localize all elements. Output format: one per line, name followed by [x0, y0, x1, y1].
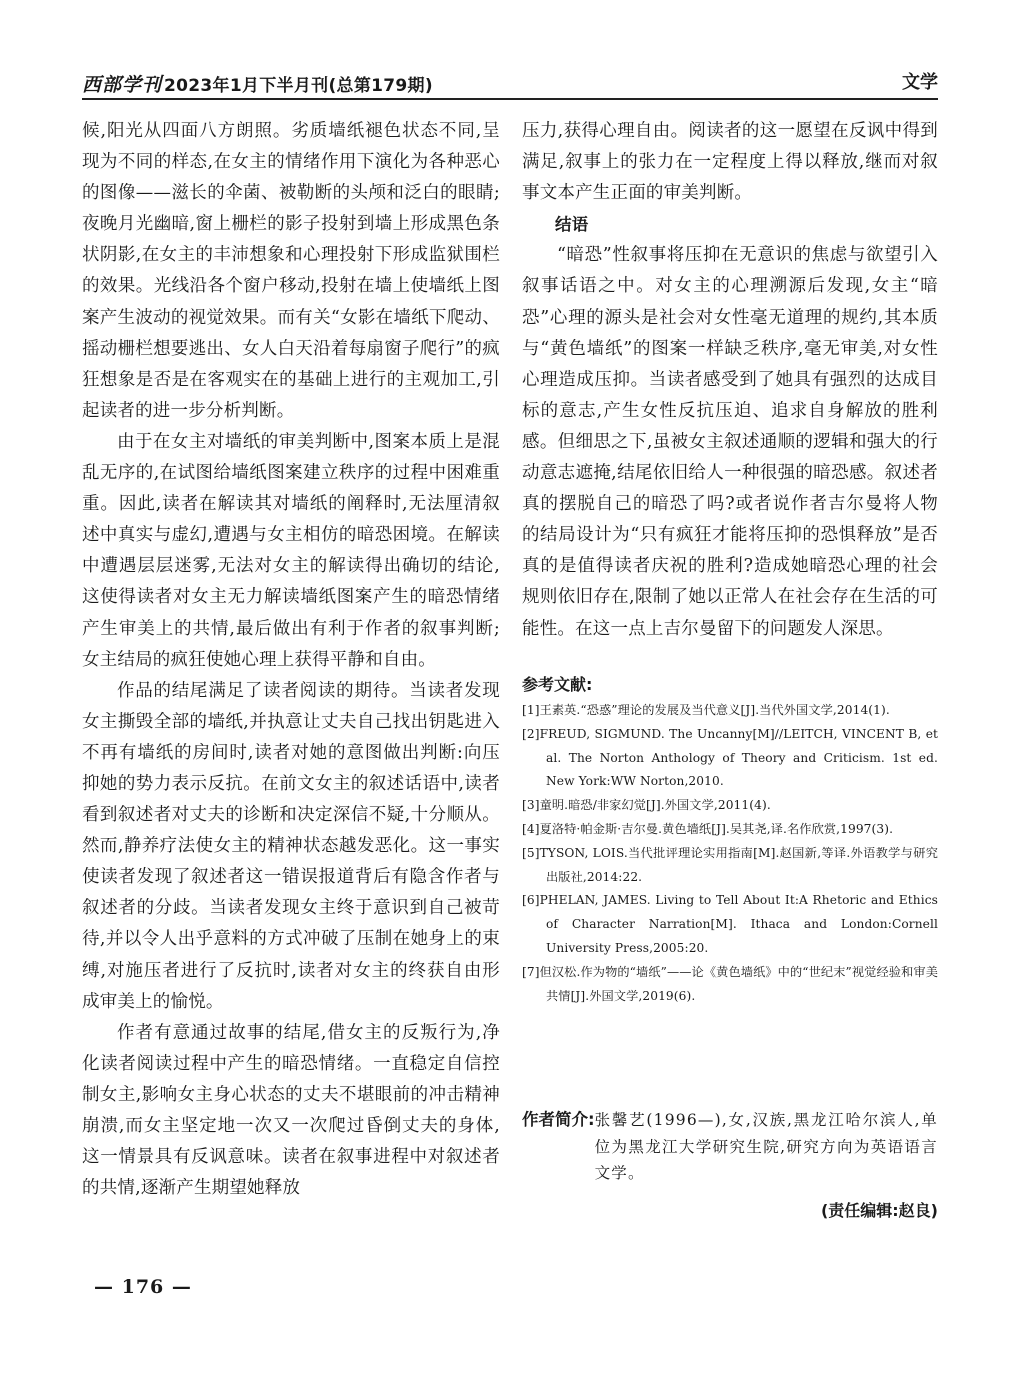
references	[522, 672, 938, 1008]
page-header	[82, 62, 938, 100]
author-bio	[522, 1107, 938, 1187]
journal-issue-line	[82, 70, 433, 97]
section-heading: 结语	[555, 215, 589, 235]
author-bio-label: 作者简介:	[522, 1110, 595, 1129]
right-column	[522, 116, 938, 645]
responsible-editor: (责任编辑:赵良)	[820, 1201, 938, 1220]
journal-logo: 西部学刊	[82, 74, 163, 96]
section-label: 文学	[902, 72, 938, 93]
references-title: 参考文献:	[522, 675, 593, 694]
reference-item: [5]TYSON, LOIS.当代批评理论实用指南[M].赵国新,等译.外语教学与研究出版社,2014:22.	[522, 845, 938, 884]
reference-item: [6]PHELAN, JAMES. Living to Tell About It:A Rhetoric and Ethics of Character Narration[M]. Ithaca and London:Cornell University Press,2005:20.	[522, 893, 938, 955]
paragraph: 由于在女主对墙纸的审美判断中,图案本质上是混乱无序的,在试图给墙纸图案建立秩序的过程中困难重重。因此,读者在解读其对墙纸的阐释时,无法厘清叙述中真实与虚幻,遭遇与女主相仿的暗恐困境。在解读中遭遇层层迷雾,无法对女主的解读得出确切的结论,这使得读者对女主无力解读墙纸图案产生的暗恐情绪产生审美上的共情,最后做出有利于作者的叙事判断;女主结局的疯狂使她心理上获得平静和自由。	[82, 431, 500, 670]
reference-item: [3]童明.暗恐/非家幻觉[J].外国文学,2011(4).	[522, 798, 771, 813]
paragraph: 作者有意通过故事的结尾,借女主的反叛行为,净化读者阅读过程中产生的暗恐情绪。一直稳定自信控制女主,影响女主身心状态的丈夫不堪眼前的冲击精神崩溃,而女主坚定地一次又一次爬过昏倒丈夫的身体,这一情景具有反讽意味。读者在叙事进程中对叙述者的共情,逐渐产生期望她释放	[82, 1022, 500, 1199]
paragraph: 压力,获得心理自由。阅读者的这一愿望在反讽中得到满足,叙事上的张力在一定程度上得以释放,继而对叙事文本产生正面的审美判断。	[522, 121, 938, 204]
paragraph: “暗恐”性叙事将压抑在无意识的焦虑与欲望引入叙事话语之中。对女主的心理溯源后发现,女主“暗恐”心理的源头是社会对女性毫无道理的规约,其本质与“黄色墙纸”的图案一样缺乏秩序,毫无审美,对女性心理造成压抑。当读者感受到了她具有强烈的达成目标的意志,产生女性反抗压迫、追求自身解放的胜利感。但细思之下,虽被女主叙述通顺的逻辑和强大的行动意志遮掩,结尾依旧给人一种很强的暗恐感。叙述者真的摆脱自己的暗恐了吗?或者说作者吉尔曼将人物的结局设计为“只有疯狂才能将压抑的恐惧释放”是否真的是值得读者庆祝的胜利?造成她暗恐心理的社会规则依旧存在,限制了她以正常人在社会存在生活的可能性。在这一点上吉尔曼留下的问题发人深思。	[522, 245, 938, 639]
paragraph: 作品的结尾满足了读者阅读的期待。当读者发现女主撕毁全部的墙纸,并执意让丈夫自己找出钥匙进入不再有墙纸的房间时,读者对她的意图做出判断:向压抑她的势力表示反抗。在前文女主的叙述话语中,读者看到叙述者对丈夫的诊断和决定深信不疑,十分顺从。然而,静养疗法使女主的精神状态越发恶化。这一事实使读者发现了叙述者这一错误报道背后有隐含作者与叙述者的分歧。当读者发现女主终于意识到自己被苛待,并以令人出乎意料的方式冲破了压制在她身上的束缚,对施压者进行了反抗时,读者对女主的终获自由形成审美上的愉悦。	[82, 680, 500, 1012]
author-bio-text: 张馨艺(1996—),女,汉族,黑龙江哈尔滨人,单位为黑龙江大学研究生院,研究方向为英语语言文学。	[594, 1111, 938, 1182]
issue-label: 2023年1月下半月刊(总第179期)	[164, 76, 433, 96]
reference-item: [4]夏洛特·帕金斯·吉尔曼.黄色墙纸[J].吴其尧,译.名作欣赏,1997(3).	[522, 821, 894, 836]
page-number: — 176 —	[94, 1276, 192, 1298]
reference-item: [2]FREUD, SIGMUND. The Uncanny[M]//LEITCH, VINCENT B, et al. The Norton Anthology of Theory and Criticism. 1st ed. New York:WW Norton,2010.	[522, 726, 938, 789]
left-column	[82, 116, 500, 1204]
reference-item: [7]但汉松.作为物的“墙纸”——论《黄色墙纸》中的“世纪末”视觉经验和审美共情[J].外国文学,2019(6).	[522, 964, 938, 1003]
reference-item: [1]王素英.“恐惑”理论的发展及当代意义[J].当代外国文学,2014(1).	[522, 703, 890, 717]
paragraph: 候,阳光从四面八方朗照。劣质墙纸褪色状态不同,呈现为不同的样态,在女主的情绪作用下演化为各种恶心的图像——滋长的伞菌、被勒断的头颅和泛白的眼睛;夜晚月光幽暗,窗上栅栏的影子投射到墙上形成黑色条状阴影,在女主的丰沛想象和心理投射下形成监狱围栏的效果。光线沿各个窗户移动,投射在墙上使墙纸上图案产生波动的视觉效果。而有关“女影在墙纸下爬动、摇动栅栏想要逃出、女人白天沿着每扇窗子爬行”的疯狂想象是否是在客观实在的基础上进行的主观加工,引起读者的进一步分析判断。	[82, 121, 500, 421]
